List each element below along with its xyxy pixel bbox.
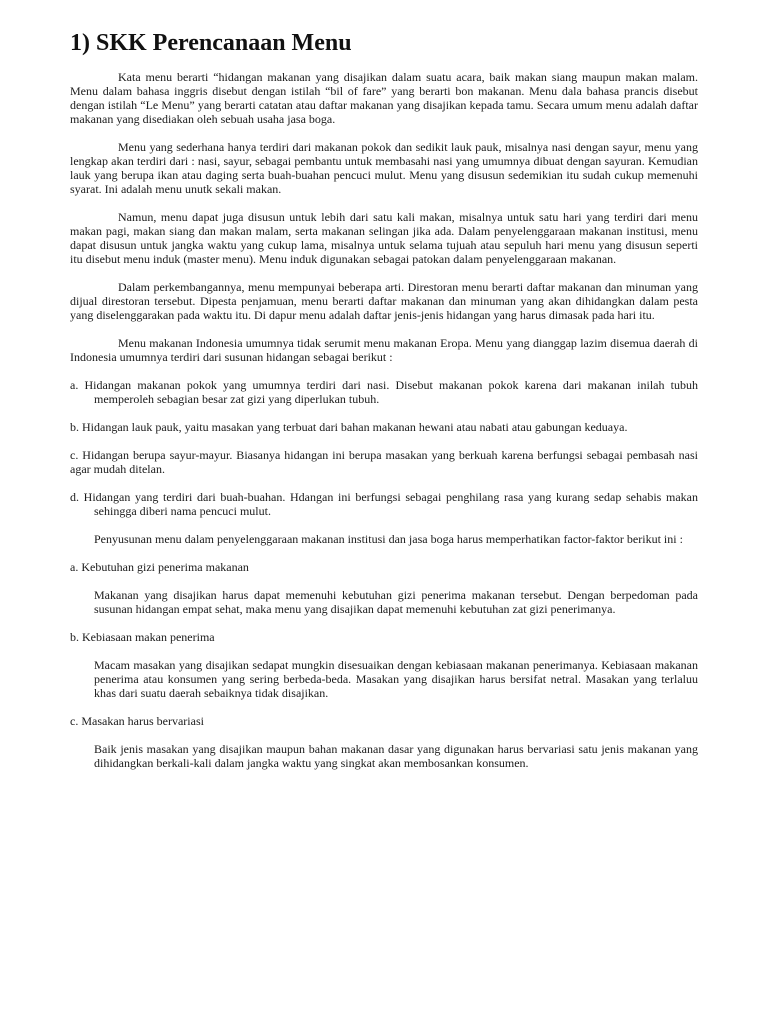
paragraph-menu-meanings: Dalam perkembangannya, menu mempunyai beberapa arti. Direstoran menu berarti daftar makanan dan minuman yang dijual direstoran tersebut. Dipesta penjamuan, menu berarti daftar makanan dan minuman yang akan dihidangkan dalam pesta yang diselenggarakan pada waktu itu. Di dapur menu adalah daftar jenis-jenis hidangan yang harus dimasak pada hari itu. [70, 280, 698, 322]
list-item-side-dish: b. Hidangan lauk pauk, yaitu masakan yang terbuat dari bahan makanan hewani atau nabati atau gabungan keduaya. [70, 420, 628, 434]
factor-body-habits: Macam masakan yang disajikan sedapat mungkin disesuaikan dengan kebiasaan makanan penerimanya. Kebiasaan makanan penerima atau konsumen yang sering berbeda-beda. Masakan yang disajikan harus bersifat netral. Masakan yang terlaluu khas dari suatu daerah sebaiknya tidak disajikan. [94, 658, 698, 700]
paragraph-factors-intro: Penyusunan menu dalam penyelenggaraan makanan institusi dan jasa boga harus memperhatikan factor-faktor berikut ini : [94, 532, 683, 546]
paragraph-simple-menu: Menu yang sederhana hanya terdiri dari makanan pokok dan sedikit lauk pauk, misalnya nasi dengan sayur, menu yang lengkap akan terdiri dari : nasi, sayur, sebagai pembantu untuk membasahi nasi yang umumnya dibuat dengan sayuran. Kemudian lauk yang berupa ikan atau daging serta buah-buahan pencuci mulut. Menu yang disusun sedemikian itu sudah cukup memenuhi syarat. Ini adalah menu unutk sekali makan. [70, 140, 698, 196]
document-body [70, 70, 698, 784]
list-item-vegetables: c. Hidangan berupa sayur-mayur. Biasanya hidangan ini berupa masakan yang berkuah karena berfungsi sebagai pembasah nasi agar mudah ditelan. [70, 448, 698, 476]
paragraph-definition: Kata menu berarti “hidangan makanan yang disajikan dalam suatu acara, baik makan siang maupun makan malam. Menu dalam bahasa inggris disebut dengan istilah “bil of fare” yang berarti bon makanan. Menu dala bahasa prancis disebut dengan istilah “Le Menu” yang berarti catatan atau daftar makanan yang disajikan kepada tamu. Secara umum menu adalah daftar makanan yang disediakan oleh sebuah usaha jasa boga. [70, 70, 698, 126]
paragraph-master-menu: Namun, menu dapat juga disusun untuk lebih dari satu kali makan, misalnya untuk satu hari yang terdiri dari menu makan pagi, makan siang dan makan malam, serta makanan selingan jika ada. Dalam penyelenggaraan makanan institusi, menu dapat disusun untuk jangka waktu yang cukup lama, misalnya untuk selama tujuah atau sepuluh hari menu yang disusun seperti itu disebut menu induk (master menu). Menu induk digunakan sebagai patokan dalam penyelenggaraan makanan. [70, 210, 698, 266]
factor-body-nutrition: Makanan yang disajikan harus dapat memenuhi kebutuhan gizi penerima makanan tersebut. Dengan berpedoman pada susunan hidangan empat sehat, maka menu yang disajikan dapat memenuhi kebutuhan zat gizi penerimanya. [94, 588, 698, 616]
factor-body-variety: Baik jenis masakan yang disajikan maupun bahan makanan dasar yang digunakan harus bervariasi satu jenis makanan yang dihidangkan berkali-kali dalam jangka waktu yang singkat akan membosankan konsumen. [94, 742, 698, 770]
list-item-fruits: d. Hidangan yang terdiri dari buah-buahan. Hdangan ini berfungsi sebagai penghilang rasa yang kurang sedap sehabis makan sehingga diberi nama pencuci mulut. [70, 490, 698, 518]
factor-heading-nutrition: a. Kebutuhan gizi penerima makanan [70, 560, 249, 574]
factor-heading-habits: b. Kebiasaan makan penerima [70, 630, 215, 644]
page-title: 1) SKK Perencanaan Menu [70, 30, 352, 56]
factor-heading-variety: c. Masakan harus bervariasi [70, 714, 204, 728]
list-item-staple: a. Hidangan makanan pokok yang umumnya terdiri dari nasi. Disebut makanan pokok karena dari makanan inilah tubuh memperoleh sebagian besar zat gizi yang diperlukan tubuh. [70, 378, 698, 406]
paragraph-indonesian-menu: Menu makanan Indonesia umumnya tidak serumit menu makanan Eropa. Menu yang dianggap lazim disemua daerah di Indonesia umumnya terdiri dari susunan hidangan sebagai berikut : [70, 336, 698, 364]
